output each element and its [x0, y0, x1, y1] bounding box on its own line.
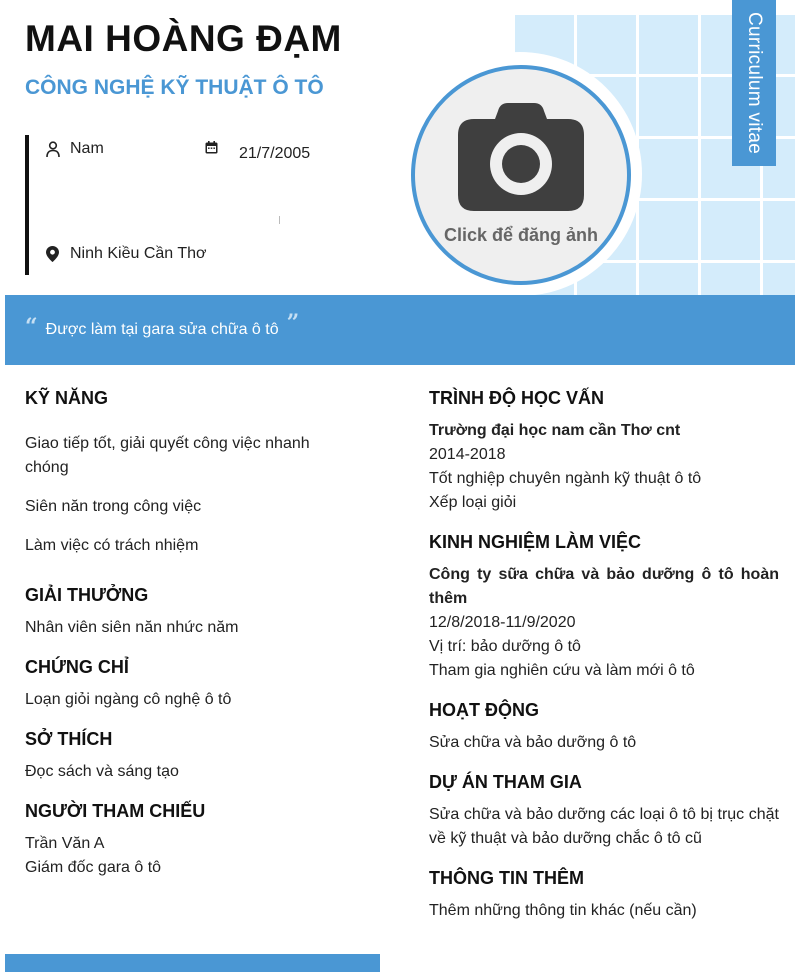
education-grade: Xếp loại giỏi	[429, 494, 517, 511]
job-title[interactable]: CÔNG NGHỆ KỸ THUẬT Ô TÔ	[25, 76, 324, 99]
activities-text: Sửa chữa và bảo dưỡng ô tô	[429, 734, 637, 751]
gender-field[interactable]	[46, 140, 104, 158]
objective-banner[interactable]	[5, 295, 795, 365]
extra-info-section[interactable]	[429, 868, 779, 923]
education-section[interactable]	[429, 388, 779, 515]
photo-upload-button[interactable]	[411, 65, 631, 285]
projects-heading: DỰ ÁN THAM GIA	[429, 772, 582, 792]
camera-icon	[458, 103, 584, 211]
awards-section[interactable]	[25, 585, 355, 640]
cv-label-text: Curriculum vitae	[744, 11, 765, 155]
projects-text: Sửa chữa và bảo dưỡng các loại ô tô bị trục chặt về kỹ thuật và bảo dưỡng chắc ô tô cũ	[429, 806, 779, 847]
skill-item: Siên năn trong công việc	[25, 498, 202, 515]
hobbies-text: Đọc sách và sáng tạo	[25, 763, 179, 780]
close-quote-icon: ”	[286, 310, 300, 336]
cv-label-tab	[732, 0, 776, 166]
awards-text: Nhân viên siên năn nhức năm	[25, 619, 239, 636]
experience-position: Vị trí: bảo dưỡng ô tô	[429, 638, 581, 655]
experience-heading: KINH NGHIỆM LÀM VIỆC	[429, 532, 642, 552]
photo-upload-label: Click để đăng ảnh	[443, 225, 599, 245]
skill-item: Làm việc có trách nhiệm	[25, 537, 199, 554]
bottom-accent-bar	[5, 954, 380, 972]
projects-section[interactable]	[429, 772, 779, 851]
person-icon	[46, 141, 60, 158]
skill-item: Giao tiếp tốt, giải quyết công việc nhanh chóng	[25, 435, 310, 476]
education-major: Tốt nghiệp chuyên ngành kỹ thuật ô tô	[429, 470, 702, 487]
education-period: 2014-2018	[429, 446, 506, 463]
activities-section[interactable]	[429, 700, 779, 755]
activities-heading: HOẠT ĐỘNG	[429, 700, 539, 720]
address-field[interactable]	[46, 245, 207, 263]
references-section[interactable]	[25, 801, 355, 880]
candidate-name[interactable]: MAI HOÀNG ĐẠM	[25, 18, 342, 59]
hobbies-heading: SỞ THÍCH	[25, 729, 113, 749]
experience-section[interactable]	[429, 532, 779, 683]
dob-field[interactable]	[205, 135, 310, 163]
reference-role: Giám đốc gara ô tô	[25, 859, 162, 876]
personal-info	[25, 135, 359, 275]
education-heading: TRÌNH ĐỘ HỌC VẤN	[429, 388, 604, 408]
gender-value: Nam	[70, 140, 104, 157]
skills-section[interactable]	[25, 388, 355, 558]
experience-company: Công ty sữa chữa và bảo dưỡng ô tô hoàn thêm	[429, 566, 779, 607]
awards-heading: GIẢI THƯỞNG	[25, 585, 149, 605]
text-cursor	[279, 216, 280, 224]
objective-text: Được làm tại gara sửa chữa ô tô	[45, 321, 279, 338]
certificates-text: Loạn giỏi ngàng cô nghệ ô tô	[25, 691, 232, 708]
reference-name: Trần Văn A	[25, 835, 105, 852]
experience-description: Tham gia nghiên cứu và làm mới ô tô	[429, 662, 695, 679]
experience-period: 12/8/2018-11/9/2020	[429, 614, 576, 631]
certificates-heading: CHỨNG CHỈ	[25, 657, 129, 677]
hobbies-section[interactable]	[25, 729, 355, 784]
calendar-icon	[205, 141, 218, 154]
certificates-section[interactable]	[25, 657, 355, 712]
skills-heading: KỸ NĂNG	[25, 388, 109, 408]
right-column	[429, 388, 779, 923]
address-value: Ninh Kiều Cần Thơ	[70, 245, 207, 262]
extra-info-text: Thêm những thông tin khác (nếu cần)	[429, 902, 697, 919]
education-school: Trường đại học nam cần Thơ cnt	[429, 422, 681, 439]
location-pin-icon	[46, 246, 59, 262]
dob-value: 21/7/2005	[239, 145, 311, 162]
extra-info-heading: THÔNG TIN THÊM	[429, 868, 584, 888]
left-column	[25, 388, 355, 880]
open-quote-icon: “	[25, 314, 38, 340]
references-heading: NGƯỜI THAM CHIẾU	[25, 801, 206, 821]
